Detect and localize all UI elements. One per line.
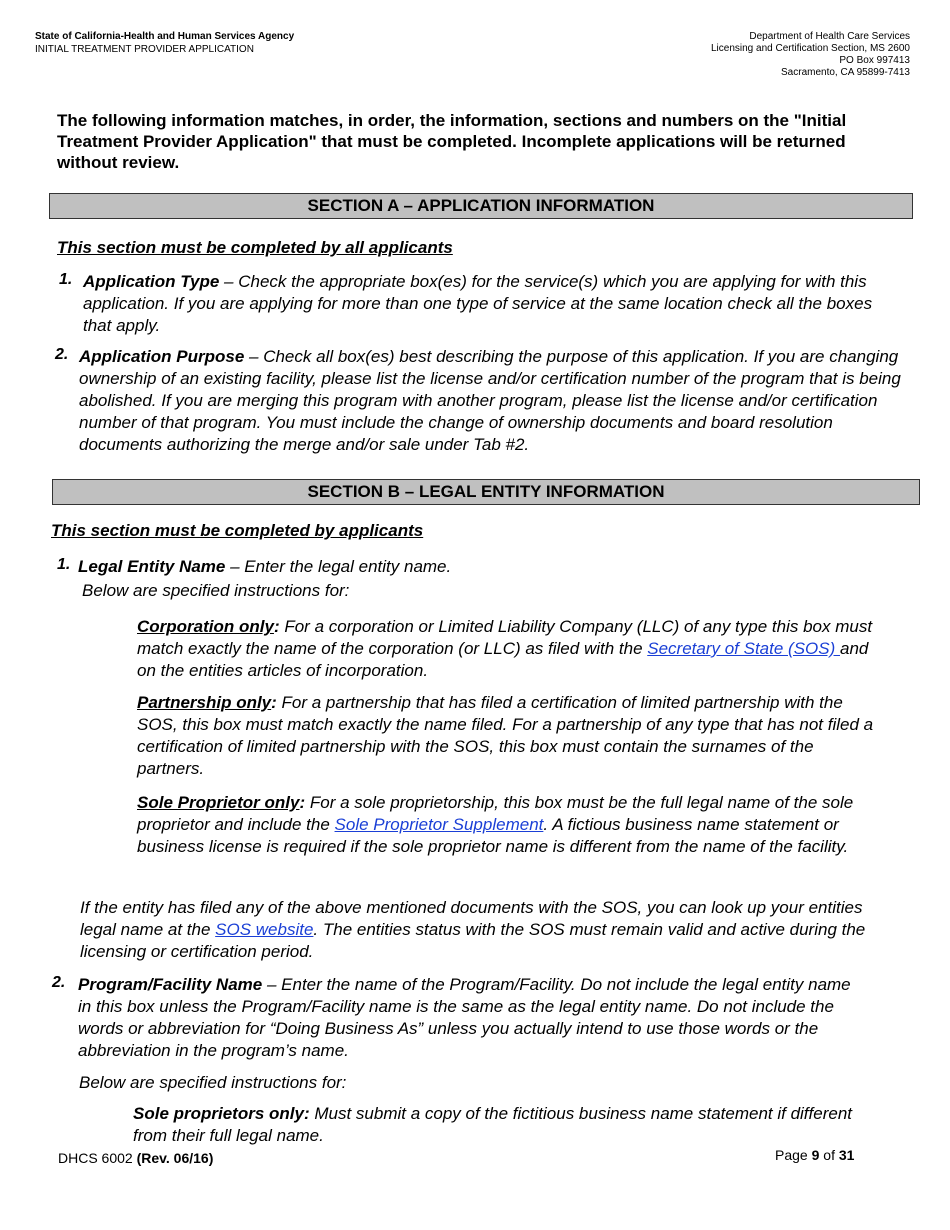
dept-section: Licensing and Certification Section, MS 2600 <box>710 43 910 54</box>
sole-proprietor-only-label: Sole Proprietor only <box>137 793 300 812</box>
dept-name: Department of Health Care Services <box>749 31 910 42</box>
sole-proprietor-supplement-link[interactable]: Sole Proprietor Supplement <box>334 815 544 834</box>
corporation-only-paragraph: Corporation only: For a corporation or Limited Liability Company (LLC) of any type this box must match exactly the name of the corporation (or LLC) as filed with the Secretary of State (SOS) and on the entities articles of incorporation. <box>137 617 873 680</box>
partnership-only-paragraph: Partnership only: For a partnership that has filed a certification of limited partnership with the SOS, this box must match exactly the name filed. For a partnership of any type that has not filed a certification of limited partnership with the SOS, this box must contain the surnames of the partners. <box>137 693 874 778</box>
sos-website-link[interactable]: SOS website <box>215 920 314 939</box>
intro-paragraph: The following information matches, in order, the information, sections and numbers on the "Initial Treatment Provider Application" that must be completed. Incomplete applications will be returned without review. <box>57 111 847 172</box>
partnership-only-label: Partnership only <box>137 693 272 712</box>
total-pages: 31 <box>838 1147 855 1163</box>
section-b-subtitle: This section must be completed by applicants <box>51 521 424 540</box>
legal-entity-name-text: Legal Entity Name – Enter the legal entity name. <box>78 557 452 576</box>
city-address: Sacramento, CA 95899-7413 <box>781 67 910 78</box>
agency-name: State of California-Health and Human Services Agency <box>35 31 295 42</box>
page-indicator: Page 9 of 31 <box>775 1147 855 1163</box>
application-type-label: Application Type <box>83 272 220 291</box>
application-purpose-text: Application Purpose – Check all box(es) best describing the purpose of this application. If you are changing ownership of an existing facility, please list the license and/or certification number of the program that is being abolished. If you are merging this program with another program, please list the license and/or certification number of that program. You must include the change of ownership documents and board resolution documents authorizing the merge and/or sale under Tab #2. <box>79 347 901 454</box>
corporation-only-label: Corporation only <box>137 617 274 636</box>
po-box: PO Box 997413 <box>839 55 910 66</box>
sole-proprietor-only-paragraph: Sole Proprietor only: For a sole proprietorship, this box must be the full legal name of the sole proprietor and include the Sole Proprietor Supplement. A fictious business name statement or business license is required if the sole proprietor name is different from the name of the facility. <box>137 793 854 856</box>
section-a-header: SECTION A – APPLICATION INFORMATION <box>49 193 913 219</box>
legal-entity-below-text: Below are specified instructions for: <box>82 581 350 600</box>
section-b-header: SECTION B – LEGAL ENTITY INFORMATION <box>52 479 920 505</box>
program-facility-name-label: Program/Facility Name <box>78 975 263 994</box>
header-right <box>711 31 910 79</box>
program-facility-name-text: Program/Facility Name – Enter the name of the Program/Facility. Do not include the legal entity name in this box unless the Program/Facility name is the same as the legal entity name. Do not include the words or abbreviation for “Doing Business As” unless you actually intend to use those words or the abbreviation in the program’s name. <box>78 975 851 1060</box>
section-b-item2-number: 2. <box>52 974 66 991</box>
sole-proprietors-only-paragraph: Sole proprietors only: Must submit a copy of the fictitious business name statement if different from their full legal name. <box>133 1104 853 1145</box>
program-facility-below-text: Below are specified instructions for: <box>79 1073 347 1092</box>
application-type-text: Application Type – Check the appropriate box(es) for the service(s) which you are applying for with this application. If you are applying for more than one type of service at the same location check all the boxes that apply. <box>83 272 873 335</box>
current-page: 9 <box>811 1147 820 1163</box>
legal-entity-name-label: Legal Entity Name <box>78 557 226 576</box>
sole-proprietors-only-label: Sole proprietors only: <box>133 1104 310 1123</box>
sos-lookup-paragraph: If the entity has filed any of the above mentioned documents with the SOS, you can look up your entities legal name at the SOS website. The entities status with the SOS must remain valid and active during the licensing or certification period. <box>80 898 866 961</box>
secretary-of-state-link[interactable]: Secretary of State (SOS) <box>647 639 840 658</box>
revision-date: (Rev. 06/16) <box>136 1150 214 1166</box>
section-a-item2-number: 2. <box>55 346 69 363</box>
section-b-item1-number: 1. <box>57 556 71 573</box>
form-title: INITIAL TREATMENT PROVIDER APPLICATION <box>35 44 254 55</box>
header-left <box>35 30 294 56</box>
section-a-subtitle: This section must be completed by all applicants <box>57 238 453 257</box>
section-a-item1-number: 1. <box>59 271 73 288</box>
form-number: DHCS 6002 (Rev. 06/16) <box>58 1150 214 1166</box>
application-purpose-label: Application Purpose <box>79 347 245 366</box>
